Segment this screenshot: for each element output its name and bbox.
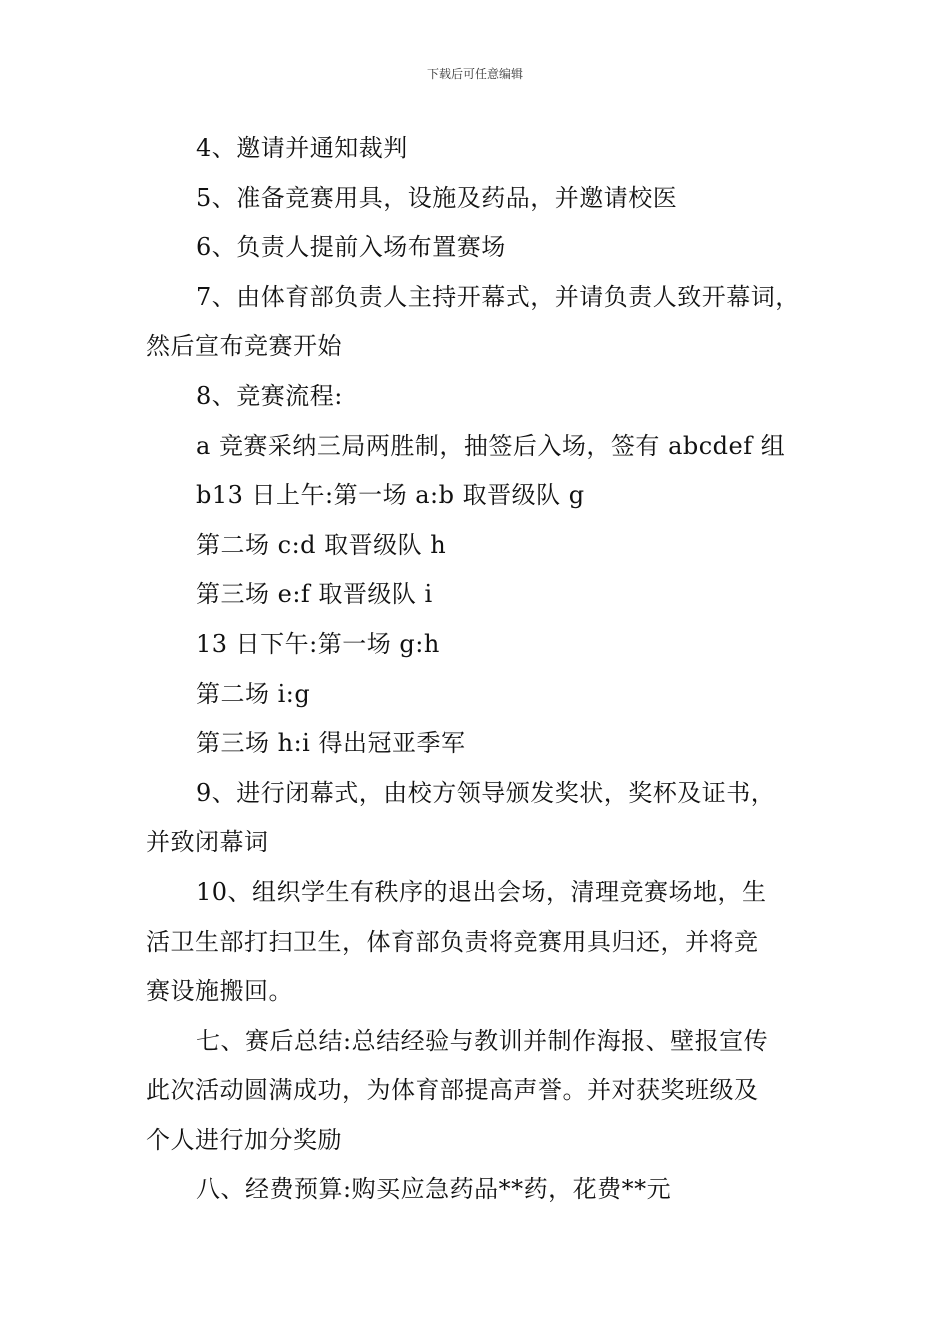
paragraph-line: 第三场 h:i 得出冠亚季军 (196, 729, 466, 758)
paragraph-line: 5、准备竞赛用具，设施及药品，并邀请校医 (196, 183, 678, 212)
paragraph-line: 七、赛后总结:总结经验与教训并制作海报、壁报宣传 (196, 1026, 769, 1055)
page-header: 下载后可任意编辑 (426, 67, 523, 81)
document-body (146, 124, 826, 1215)
paragraph-line: 并致闭幕词 (146, 828, 269, 857)
paragraph-line: 第二场 c:d 取晋级队 h (196, 530, 447, 559)
paragraph-line: 10、组织学生有秩序的退出会场，清理竞赛场地，生 (196, 877, 767, 906)
paragraph-line: 赛设施搬回。 (146, 977, 293, 1006)
paragraph-line: 9、进行闭幕式，由校方领导颁发奖状，奖杯及证书， (196, 778, 776, 807)
paragraph-line: b13 日上午:第一场 a:b 取晋级队 g (196, 481, 585, 510)
paragraph-line: 然后宣布竞赛开始 (146, 332, 342, 361)
paragraph-line: a 竞赛采纳三局两胜制，抽签后入场，签有 abcdef 组 (196, 431, 786, 460)
paragraph-line: 13 日下午:第一场 g:h (196, 629, 440, 658)
paragraph-line: 6、负责人提前入场布置赛场 (196, 233, 506, 262)
paragraph-line: 第三场 e:f 取晋级队 i (196, 580, 433, 609)
paragraph-line: 八、经费预算:购买应急药品**药，花费**元 (196, 1175, 672, 1204)
paragraph-line: 7、由体育部负责人主持开幕式，并请负责人致开幕词， (196, 282, 800, 311)
paragraph-line: 第二场 i:g (196, 679, 311, 708)
paragraph-line: 4、邀请并通知裁判 (196, 134, 408, 162)
paragraph-line: 个人进行加分奖励 (146, 1125, 342, 1154)
paragraph-line: 活卫生部打扫卫生，体育部负责将竞赛用具归还，并将竞 (146, 927, 759, 956)
paragraph-line: 此次活动圆满成功，为体育部提高声誉。并对获奖班级及 (146, 1076, 759, 1105)
paragraph-line: 8、竞赛流程: (196, 381, 343, 410)
